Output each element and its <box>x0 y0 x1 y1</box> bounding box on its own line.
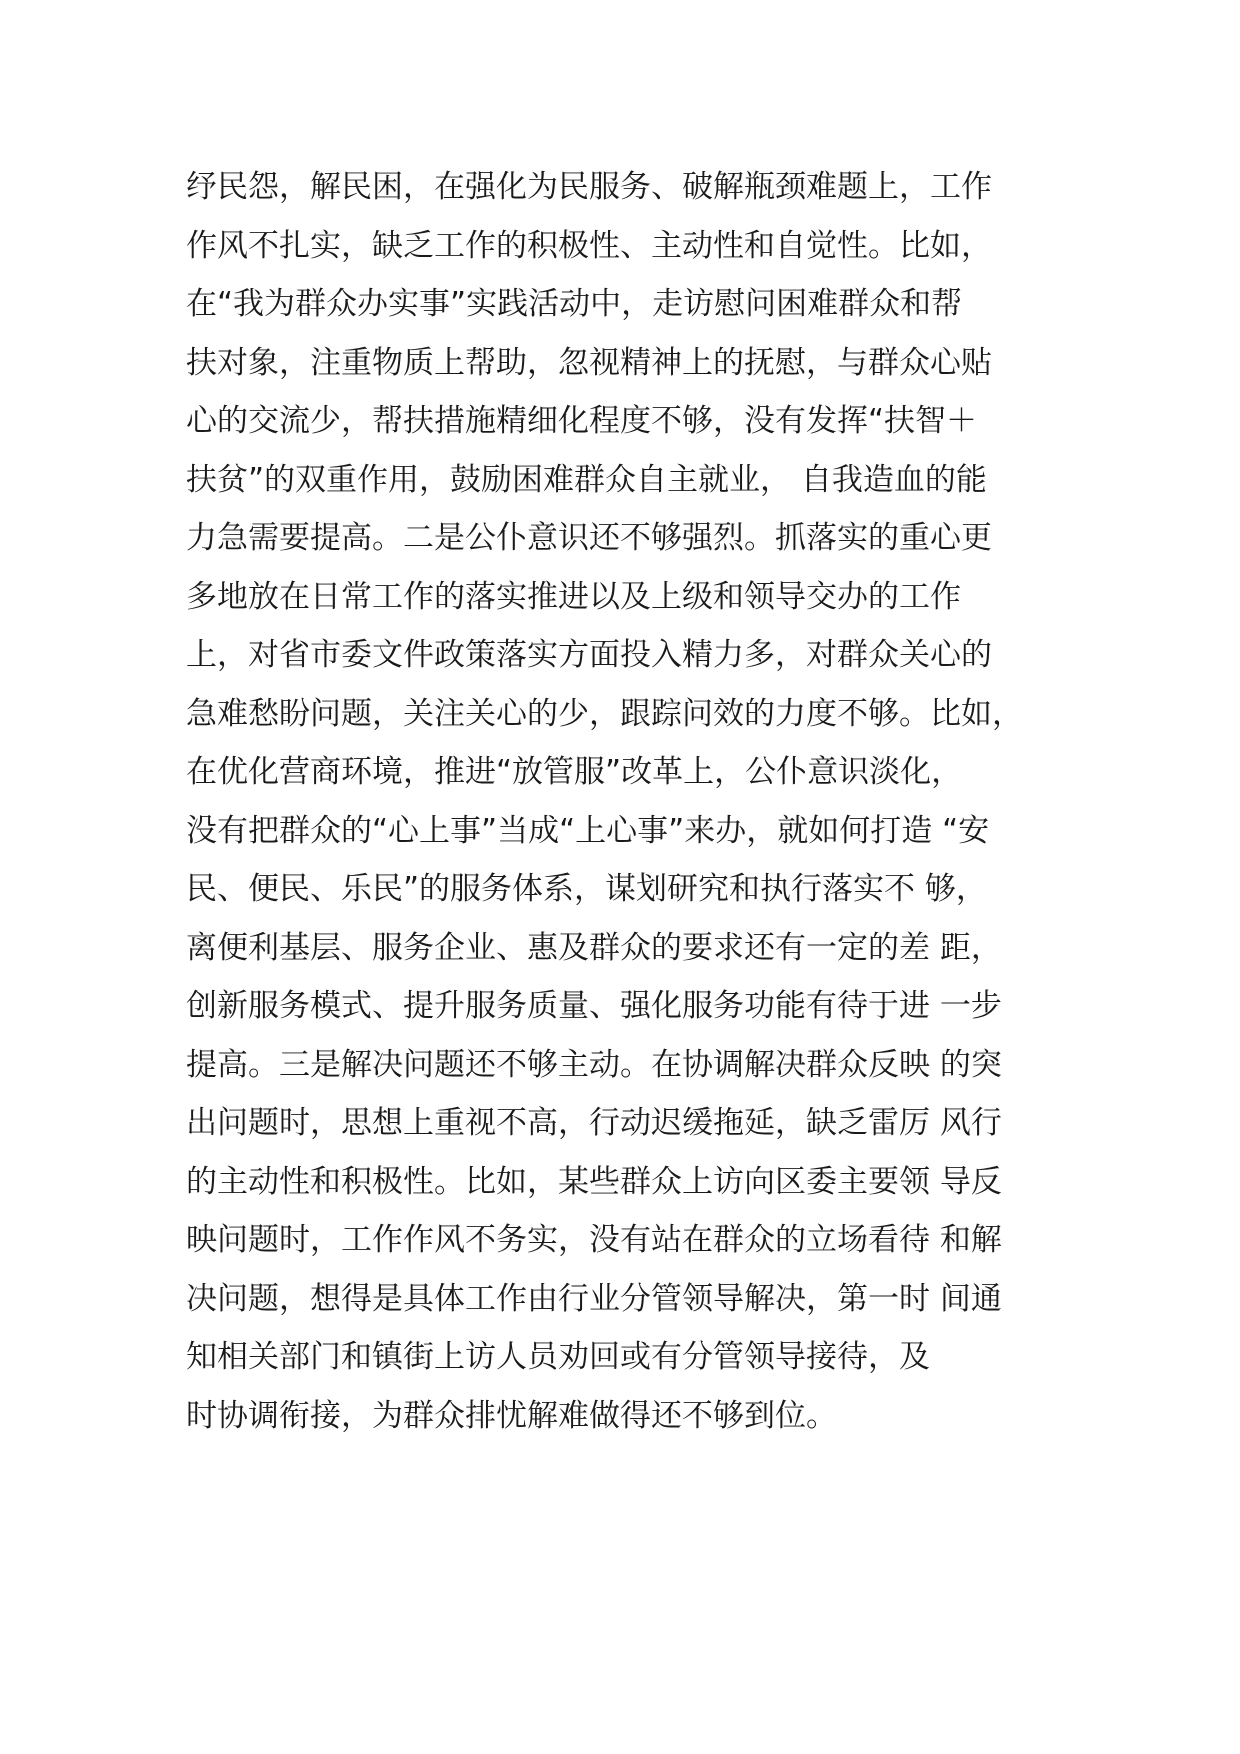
text-line: 力急需要提高。二是公仆意识还不够强烈。抓落实的重心更 <box>186 520 992 556</box>
text-line: 在优化营商环境，推进“放管服”改革上，公仆意识淡化， <box>186 754 963 790</box>
text-line: 急难愁盼问题，关注关心的少，跟踪问效的力度不够。比如， <box>186 695 1023 732</box>
text-line: 创新服务模式、提升服务质量、强化服务功能有待于进 一步 <box>186 988 1002 1024</box>
text-line: 时协调衔接，为群众排忧解难做得还不够到位。 <box>186 1397 837 1434</box>
text-line: 没有把群众的“心上事”当成“上心事”来办，就如何打造 “安 <box>186 812 990 849</box>
text-line: 决问题，想得是具体工作由行业分管领导解决，第一时 间通 <box>186 1280 1002 1317</box>
text-line: 多地放在日常工作的落实推进以及上级和领导交办的工作 <box>186 578 961 615</box>
text-line: 纾民怨，解民困，在强化为民服务、破解瓶颈难题上，工作 <box>186 169 992 205</box>
text-line: 扶对象，注重物质上帮助，忽视精神上的抚慰，与群众心贴 <box>186 344 992 381</box>
text-line: 映问题时，工作作风不务实，没有站在群众的立场看待 和解 <box>186 1222 1002 1258</box>
text-line: 民、便民、乐民”的服务体系，谋划研究和执行落实不 够， <box>186 871 987 907</box>
text-line: 在“我为群众办实事”实践活动中，走访慰问困难群众和帮 <box>186 286 963 322</box>
text-line: 出问题时，思想上重视不高，行动迟缓拖延，缺乏雷厉 风行 <box>186 1105 1002 1141</box>
text-line: 扶贫”的双重作用，鼓励困难群众自主就业， 自我造血的能 <box>186 461 987 498</box>
text-line: 作风不扎实，缺乏工作的积极性、主动性和自觉性。比如， <box>186 227 992 264</box>
text-line: 上，对省市委文件政策落实方面投入精力多，对群众关心的 <box>186 637 992 673</box>
body-paragraph <box>186 158 1066 1445</box>
text-line: 知相关部门和镇街上访人员劝回或有分管领导接待，及 <box>186 1339 930 1375</box>
text-line: 提高。三是解决问题还不够主动。在协调解决群众反映 的突 <box>186 1046 1002 1083</box>
text-line: 心的交流少，帮扶措施精细化程度不够，没有发挥“扶智＋ <box>186 403 978 439</box>
text-line: 的主动性和积极性。比如，某些群众上访向区委主要领 导反 <box>186 1163 1002 1200</box>
text-line: 离便利基层、服务企业、惠及群众的要求还有一定的差 距， <box>186 929 1002 966</box>
